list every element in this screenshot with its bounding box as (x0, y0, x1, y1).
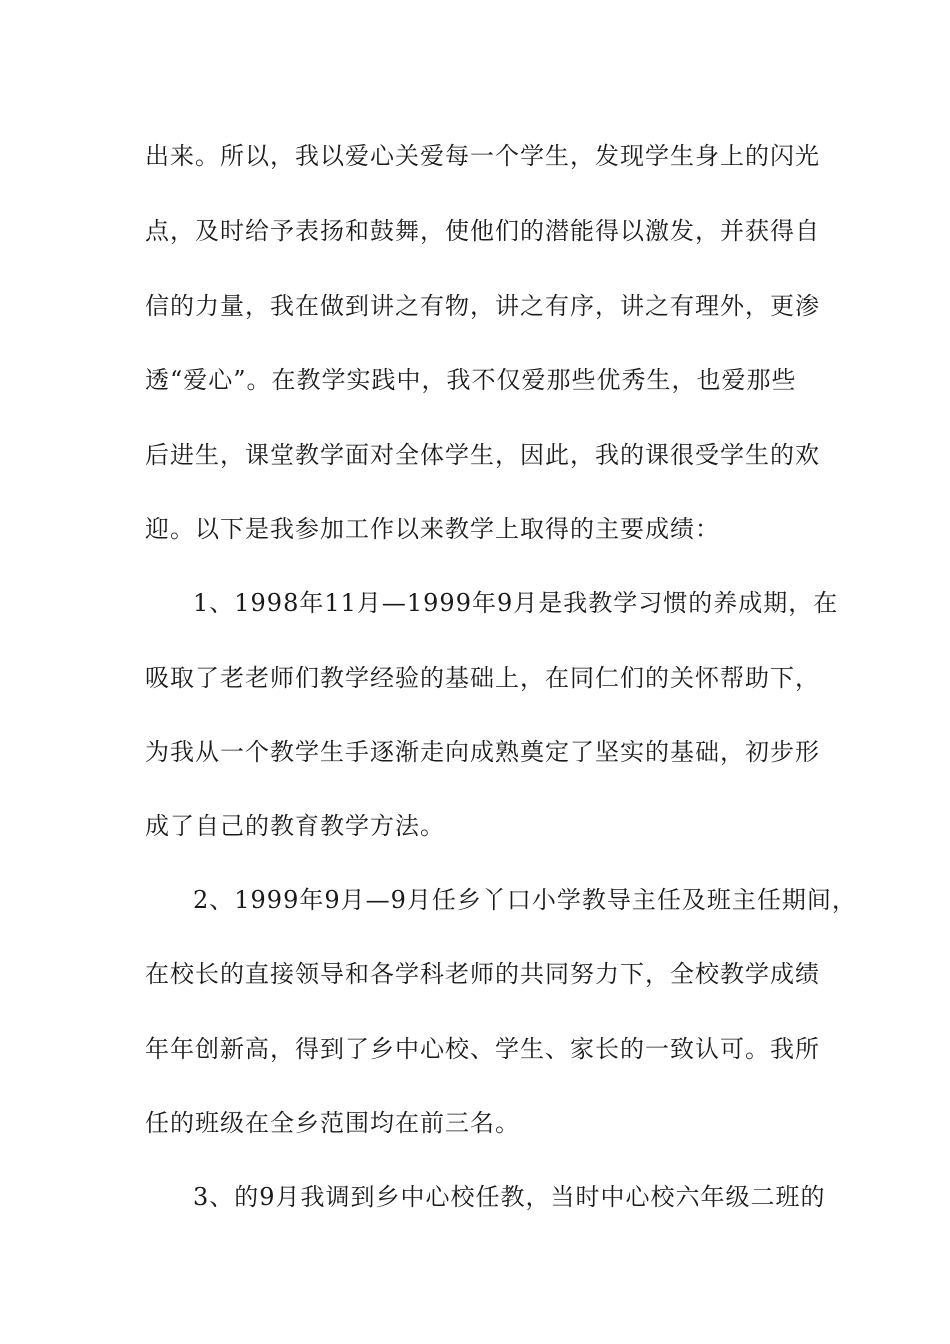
text-line: 透“爱心”。在教学实践中，我不仅爱那些优秀生，也爱那些 (145, 366, 797, 394)
text-line: 后进生，课堂教学面对全体学生，因此，我的课很受学生的欢 (145, 441, 820, 469)
text-line: 吸取了老老师们教学经验的基础上，在同仁们的关怀帮助下， (145, 664, 820, 692)
text-line: 点，及时给予表扬和鼓舞，使他们的潜能得以激发，并获得自 (145, 217, 820, 245)
text-line: 成了自己的教育教学方法。 (145, 812, 445, 840)
text-line: 在校长的直接领导和各学科老师的共同努力下，全校教学成绩 (145, 960, 820, 988)
text-line: 为我从一个教学生手逐渐走向成熟奠定了坚实的基础，初步形 (145, 738, 820, 766)
text-line: 年年创新高，得到了乡中心校、学生、家长的一致认可。我所 (145, 1035, 820, 1063)
text-line: 任的班级在全乡范围均在前三名。 (145, 1109, 520, 1137)
paragraph-first-line: 1、1998年11月—1999年9月是我教学习惯的养成期，在 (193, 589, 839, 617)
text-line: 信的力量，我在做到讲之有物，讲之有序，讲之有理外，更渗 (145, 292, 820, 320)
paragraph-first-line: 2、1999年9月—9月任乡丫口小学教导主任及班主任期间， (193, 886, 857, 914)
text-line: 出来。所以，我以爱心关爱每一个学生，发现学生身上的闪光 (145, 142, 820, 170)
paragraph-first-line: 3、的9月我调到乡中心校任教，当时中心校六年级二班的 (193, 1183, 826, 1211)
text-line: 迎。以下是我参加工作以来教学上取得的主要成绩： (145, 515, 720, 543)
